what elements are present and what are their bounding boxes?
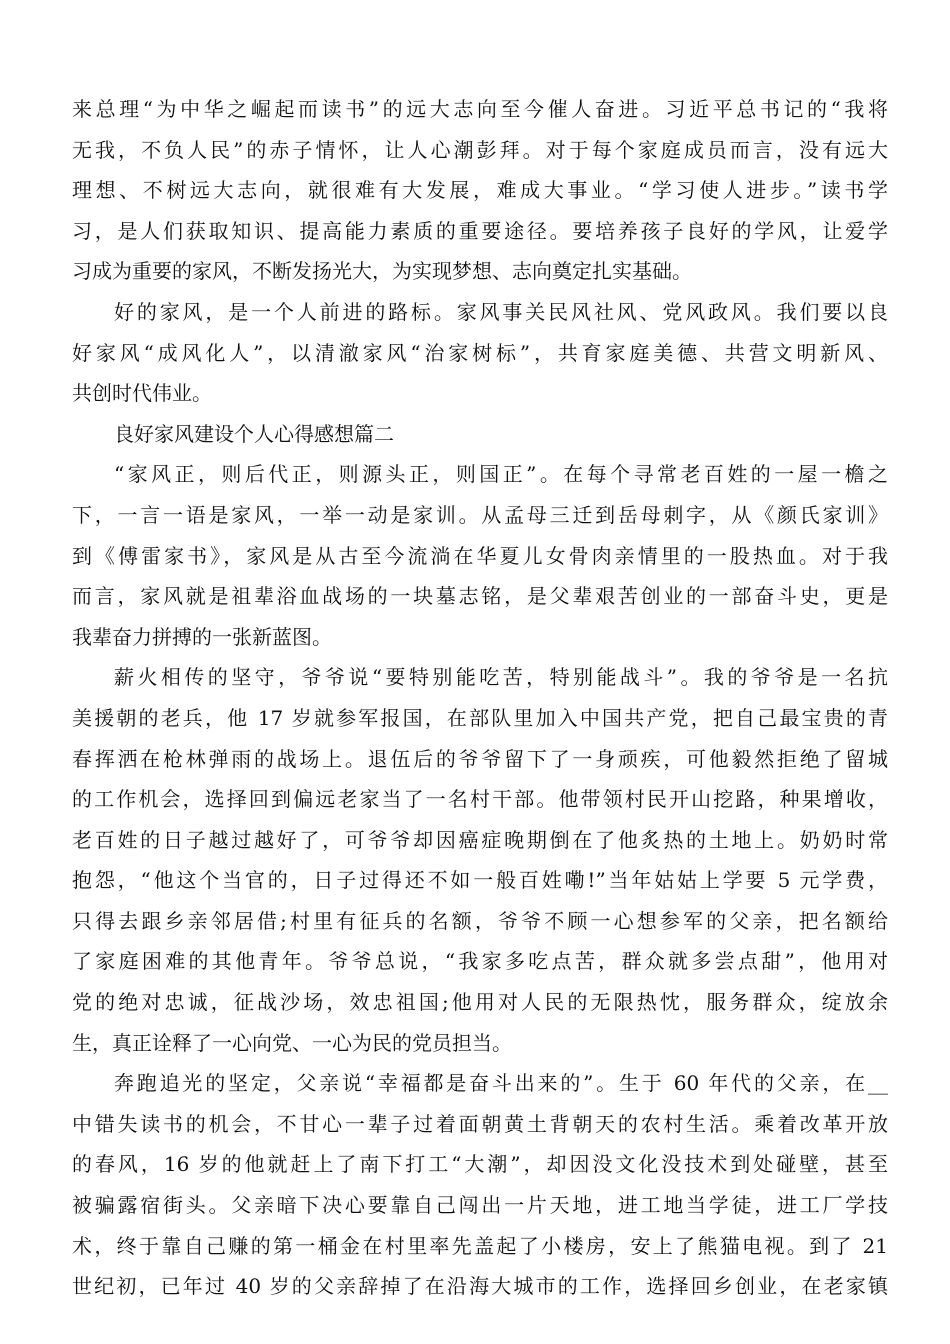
text-line: 共创时代伟业。: [72, 381, 212, 406]
section-heading: 良好家风建设个人心得感想篇二: [114, 421, 394, 446]
text-line: 只得去跟乡亲邻居借;村里有征兵的名额，爷爷不顾一心想参军的父亲，把名额给: [72, 908, 888, 933]
text-line: 春挥洒在枪林弹雨的战场上。退伍后的爷爷留下了一身顽疾，可他毅然拒绝了留城: [72, 746, 888, 771]
text-line: 了家庭困难的其他青年。爷爷总说，“我家多吃点苦，群众就多尝点甜”，他用对: [72, 949, 888, 974]
text-line: 美援朝的老兵，他 17 岁就参军报国，在部队里加入中国共产党，把自己最宝贵的青: [72, 705, 888, 730]
text-line: 到《傅雷家书》，家风是从古至今流淌在华夏儿女骨肉亲情里的一股热血。对于我: [72, 543, 888, 568]
text-line: 中错失读书的机会，不甘心一辈子过着面朝黄土背朝天的农村生活。乘着改革开放: [72, 1111, 888, 1136]
text-line: 党的绝对忠诚，征战沙场，效忠祖国;他用对人民的无限热忱，服务群众，绽放余: [72, 990, 888, 1015]
text-line: 来总理“为中华之崛起而读书”的远大志向至今催人奋进。习近平总书记的“我将: [72, 97, 888, 121]
text-line: 生，真正诠释了一心向党、一心为民的党员担当。: [72, 1030, 512, 1055]
text-line: 抱怨，“他这个当官的，日子过得还不如一般百姓嘞!”当年姑姑上学要 5 元学费，: [72, 868, 888, 893]
text-line: 习，是人们获取知识、提高能力素质的重要途径。要培养孩子良好的学风，让爱学: [72, 218, 888, 243]
text-line: 被骗露宿街头。父亲暗下决心要靠自己闯出一片天地，进工地当学徒，进工厂学技: [72, 1193, 888, 1218]
text-line: 的工作机会，选择回到偏远老家当了一名村干部。他带领村民开山挖路，种果增收，: [72, 787, 888, 812]
text-line: 下，一言一语是家风，一举一动是家训。从孟母三迁到岳母刺字，从《颜氏家训》: [72, 502, 888, 527]
text-line: 奔跑追光的坚定，父亲说“幸福都是奋斗出来的”。生于 60 年代的父亲，在__: [114, 1071, 888, 1096]
text-line: 而言，家风就是祖辈浴血战场的一块墓志铭，是父辈艰苦创业的一部奋斗史，更是: [72, 584, 888, 609]
text-line: 的春风，16 岁的他就赶上了南下打工“大潮”，却因没文化没技术到处碰壁，甚至: [72, 1152, 888, 1177]
document-page: [72, 89, 888, 1307]
text-line: “家风正，则后代正，则源头正，则国正”。在每个寻常老百姓的一屋一檐之: [114, 462, 888, 487]
text-line: 理想、不树远大志向，就很难有大发展，难成大事业。“学习使人进步。”读书学: [72, 178, 888, 203]
text-line: 老百姓的日子越过越好了，可爷爷却因癌症晚期倒在了他炙热的土地上。奶奶时常: [72, 827, 888, 852]
text-line: 习成为重要的家风，不断发扬光大，为实现梦想、志向奠定扎实基础。: [72, 259, 692, 284]
text-line: 无我，不负人民”的赤子情怀，让人心潮彭拜。对于每个家庭成员而言，没有远大: [72, 137, 888, 162]
text-line: 好家风“成风化人”，以清澈家风“治家树标”，共育家庭美德、共营文明新风、: [72, 340, 888, 365]
text-line: 好的家风，是一个人前进的路标。家风事关民风社风、党风政风。我们要以良: [114, 299, 888, 324]
text-line: 术，终于靠自己赚的第一桶金在村里率先盖起了小楼房，安上了熊猫电视。到了 21: [72, 1233, 888, 1258]
text-line: 薪火相传的坚守，爷爷说“要特别能吃苦，特别能战斗”。我的爷爷是一名抗: [114, 665, 888, 690]
text-line: 我辈奋力拼搏的一张新蓝图。: [72, 624, 332, 649]
text-line: 世纪初，已年过 40 岁的父亲辞掉了在沿海大城市的工作，选择回乡创业，在老家镇: [72, 1274, 888, 1299]
